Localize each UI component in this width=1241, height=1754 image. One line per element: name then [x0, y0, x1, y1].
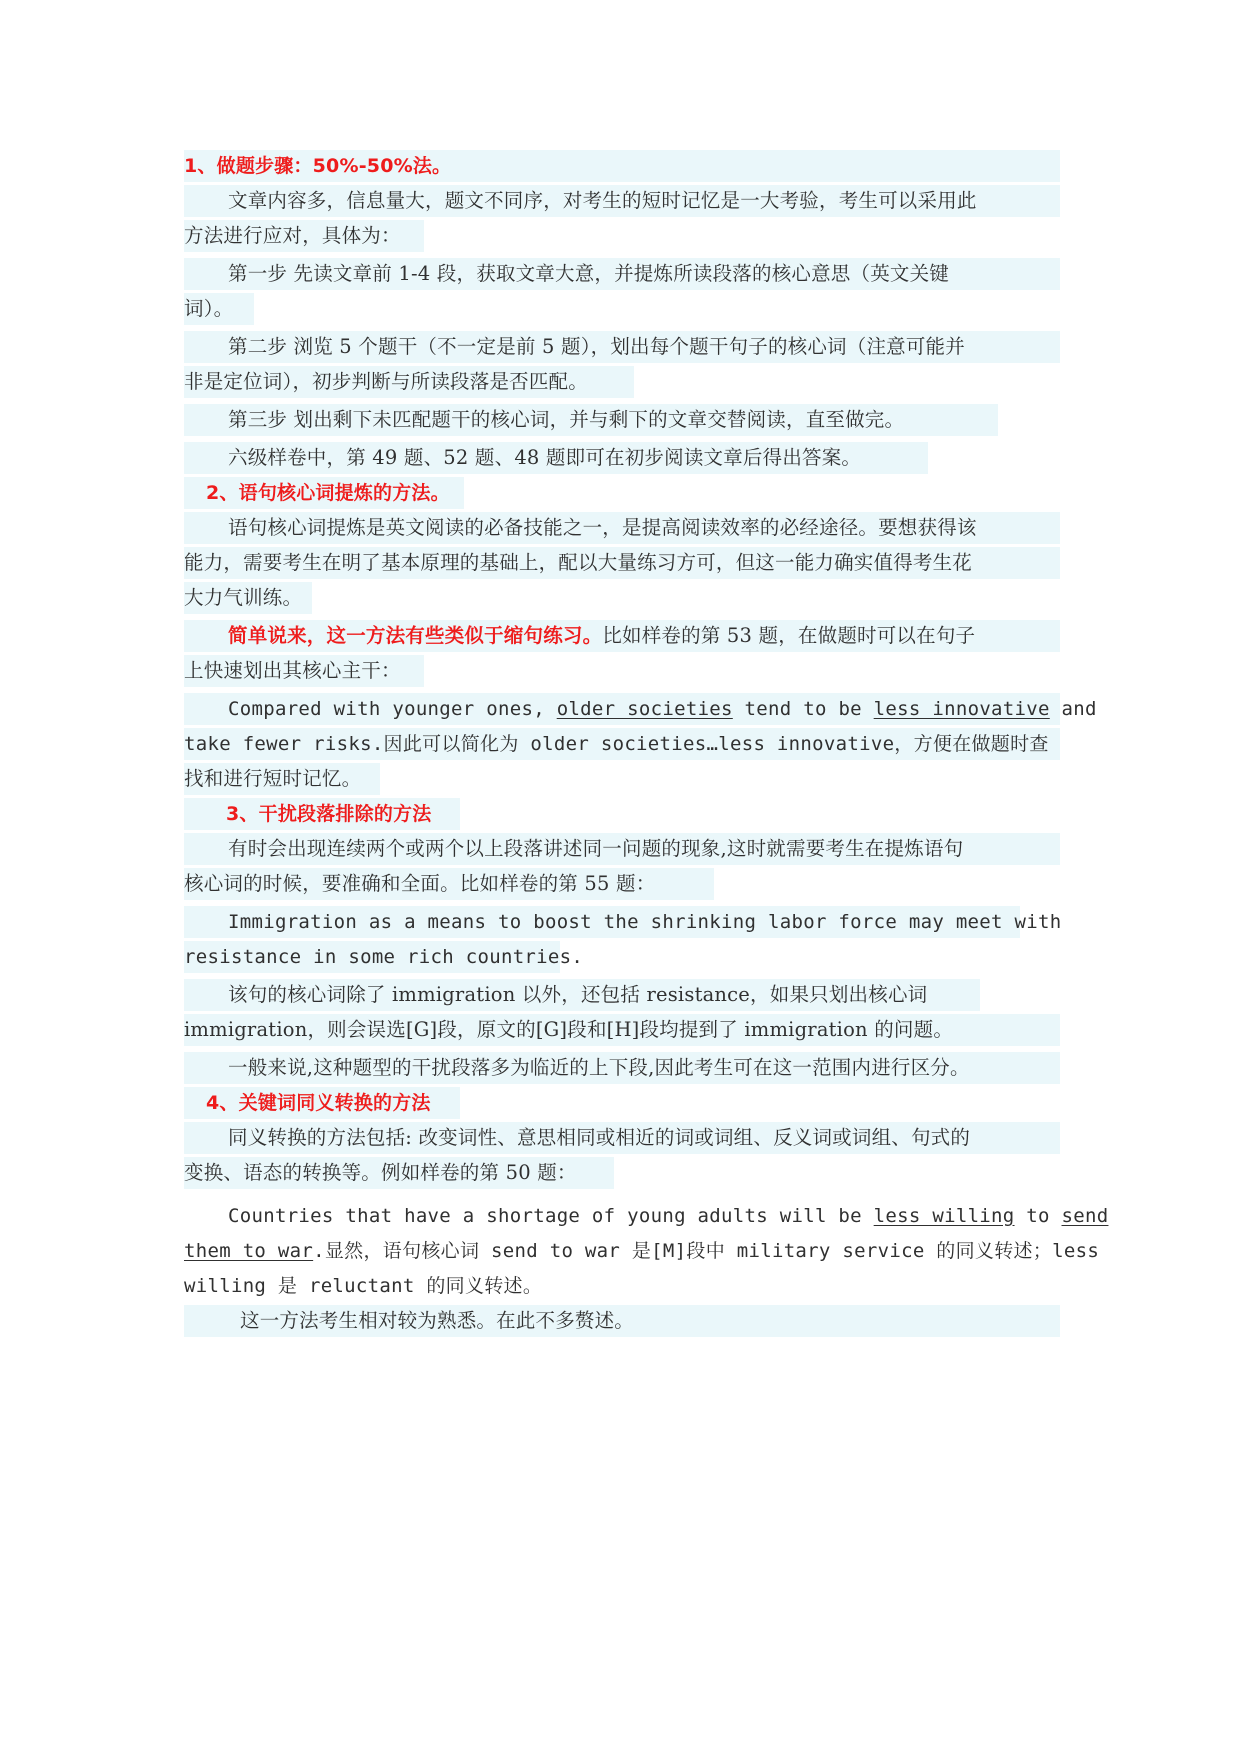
section-1-example: 六级样卷中，第 49 题、52 题、48 题即可在初步阅读文章后得出答案。 — [184, 442, 928, 474]
section-4-sentence-line1 — [184, 1200, 1109, 1232]
section-2-highlight-line2: 上快速划出其核心主干： — [184, 655, 424, 687]
sentence-text: to — [1014, 1205, 1062, 1227]
section-3-explain-line2: immigration，则会误选[G]段，原文的[G]段和[H]段均提到了 immigration 的问题。 — [184, 1014, 1060, 1046]
sentence-text: Compared with younger ones, — [228, 698, 557, 720]
section-1-intro-line2: 方法进行应对，具体为： — [184, 220, 424, 252]
section-2-sentence-line3: 找和进行短时记忆。 — [184, 763, 380, 795]
underlined-less-willing: less willing — [873, 1205, 1015, 1227]
section-2-intro-line1: 语句核心词提炼是英文阅读的必备技能之一，是提高阅读效率的必经途径。要想获得该 — [184, 512, 1060, 544]
section-2-highlight: 简单说来，这一方法有些类似于缩句练习。 — [228, 624, 603, 647]
section-4-intro-line1: 同义转换的方法包括: 改变词性、意思相同或相近的词或词组、反义词或词组、句式的 — [184, 1122, 1060, 1154]
section-3-note: 一般来说,这种题型的干扰段落多为临近的上下段,因此考生可在这一范围内进行区分。 — [184, 1052, 1060, 1084]
section-2-intro-line3: 大力气训练。 — [184, 582, 312, 614]
section-4-heading: 4、关键词同义转换的方法 — [184, 1087, 460, 1119]
sentence-text: and — [1049, 698, 1097, 720]
section-3-sentence-line1: Immigration as a means to boost the shrinking labor force may meet with — [184, 906, 1020, 938]
sentence-text: .显然，语句核心词 send to war 是[M]段中 military service 的同义转述；less — [313, 1240, 1100, 1262]
section-2-heading: 2、语句核心词提炼的方法。 — [184, 477, 464, 509]
section-1-heading: 1、做题步骤：50%-50%法。 — [184, 150, 1060, 182]
section-3-explain-line1: 该句的核心词除了 immigration 以外，还包括 resistance，如果只划出核心词 — [184, 979, 980, 1011]
underlined-older-societies: older societies — [556, 698, 733, 720]
section-3-intro-line2: 核心词的时候，要准确和全面。比如样卷的第 55 题： — [184, 868, 714, 900]
section-4-closing: 这一方法考生相对较为熟悉。在此不多赘述。 — [184, 1305, 1060, 1337]
section-1-step1-line1: 第一步 先读文章前 1-4 段，获取文章大意，并提炼所读段落的核心意思（英文关键 — [184, 258, 1060, 290]
underlined-send: send — [1061, 1205, 1109, 1227]
section-2-intro-line2: 能力，需要考生在明了基本原理的基础上，配以大量练习方可，但这一能力确实值得考生花 — [184, 547, 1060, 579]
section-1-step1-line2: 词）。 — [184, 293, 254, 325]
sentence-text: Countries that have a shortage of young adults will be — [228, 1205, 874, 1227]
underlined-less-innovative: less innovative — [873, 698, 1050, 720]
section-2-highlight-rest: 比如样卷的第 53 题，在做题时可以在句子 — [602, 624, 976, 647]
document-body — [184, 150, 1109, 1340]
section-3-heading: 3、干扰段落排除的方法 — [184, 798, 460, 830]
section-4-sentence-line2 — [184, 1235, 1100, 1267]
section-3-intro-line1: 有时会出现连续两个或两个以上段落讲述同一问题的现象,这时就需要考生在提炼语句 — [184, 833, 1060, 865]
underlined-them-to-war: them to war — [184, 1240, 314, 1262]
section-4-sentence-line3: willing 是 reluctant 的同义转述。 — [184, 1275, 543, 1297]
section-2-highlight-line1 — [184, 620, 1060, 652]
section-1-step2-line2: 非是定位词），初步判断与所读段落是否匹配。 — [184, 366, 634, 398]
section-1-step2-line1: 第二步 浏览 5 个题干（不一定是前 5 题），划出每个题干句子的核心词（注意可能并 — [184, 331, 1060, 363]
section-1-step3: 第三步 划出剩下未匹配题干的核心词，并与剩下的文章交替阅读，直至做完。 — [184, 404, 998, 436]
section-3-sentence-line2: resistance in some rich countries. — [184, 941, 560, 973]
section-2-sentence-line1 — [184, 693, 1097, 725]
sentence-text: tend to be — [732, 698, 874, 720]
section-2-sentence-line2: take fewer risks.因此可以简化为 older societies…less innovative，方便在做题时查 — [184, 728, 1060, 760]
section-1-intro-line1: 文章内容多，信息量大，题文不同序，对考生的短时记忆是一大考验，考生可以采用此 — [184, 185, 1060, 217]
section-4-intro-line2: 变换、语态的转换等。例如样卷的第 50 题： — [184, 1157, 614, 1189]
